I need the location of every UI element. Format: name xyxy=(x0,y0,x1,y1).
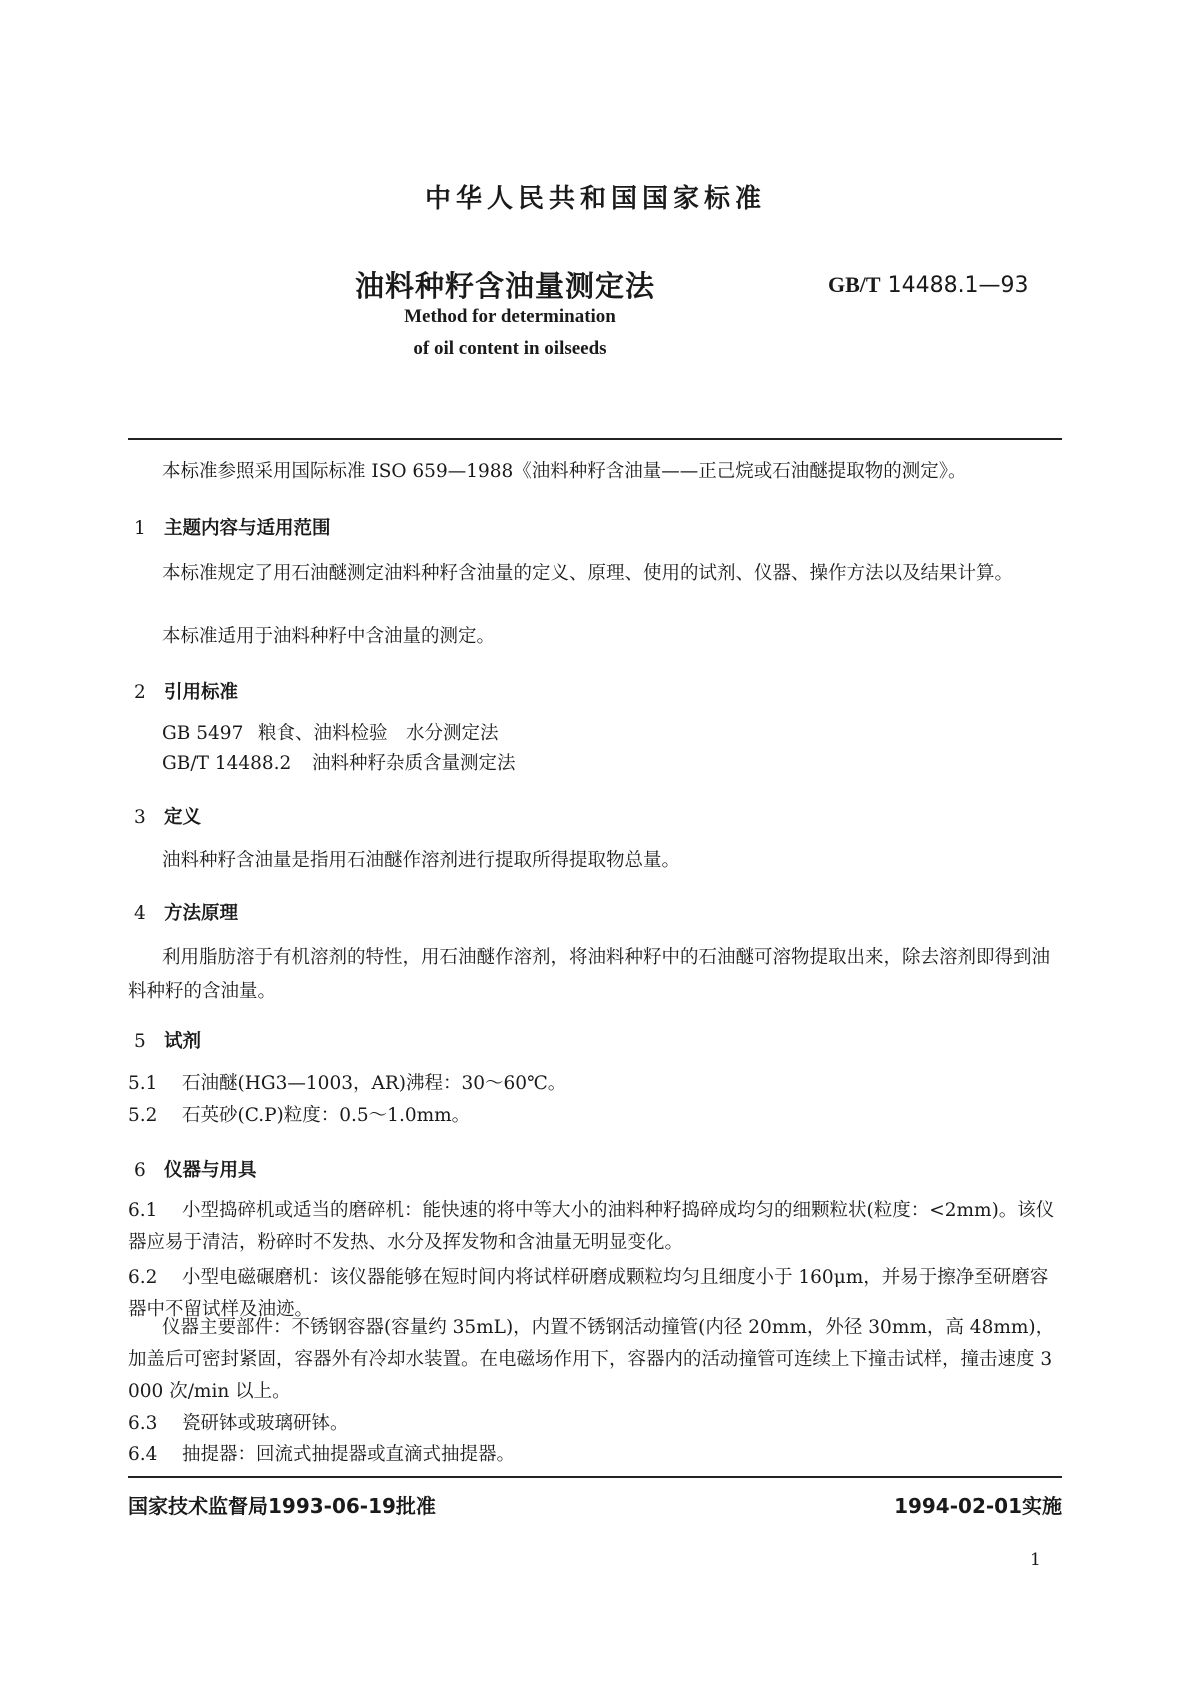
intro-text: 本标准参照采用国际标准 ISO 659—1988《油料种籽含油量——正己烷或石油醚提取物的测定》。 xyxy=(162,461,967,482)
header-divider xyxy=(128,438,1062,440)
section-4-paragraph: 利用脂肪溶于有机溶剂的特性，用石油醚作溶剂，将油料种籽中的石油醚可溶物提取出来，除去溶剂即得到油料种籽的含油量。 xyxy=(128,947,1051,1002)
section-3-paragraph: 油料种籽含油量是指用石油醚作溶剂进行提取所得提取物总量。 xyxy=(162,850,681,871)
section-1-paragraph-1: 本标准规定了用石油醚测定油料种籽含油量的定义、原理、使用的试剂、仪器、操作方法以及结果计算。 xyxy=(162,563,1014,584)
footer-divider xyxy=(128,1476,1062,1478)
section-number: 2 xyxy=(134,682,146,703)
section-title: 引用标准 xyxy=(164,682,239,703)
section-number: 5 xyxy=(134,1031,146,1052)
apparatus-item-6-2-detail: 仪器主要部件：不锈钢容器(容量约 35mL)，内置不锈钢活动撞管(内径 20mm，外径 30mm，高 48mm)，加盖后可密封紧固，容器外有冷却水装置。在电磁场作用下，容器内的活动撞管可连续上下撞击试样，撞击速度 3 000 次/min 以上。 xyxy=(128,1317,1055,1402)
section-title: 定义 xyxy=(164,807,202,828)
page-number: 1 xyxy=(1030,1550,1041,1570)
reagent-item xyxy=(128,1104,470,1128)
apparatus-item-6-1 xyxy=(128,1195,1062,1259)
reference-item xyxy=(162,722,499,746)
item-number: 6.3 xyxy=(128,1413,158,1434)
apparatus-item-6-4 xyxy=(128,1443,515,1467)
item-text: 瓷研钵或玻璃研钵。 xyxy=(182,1413,349,1434)
section-1-paragraph-2: 本标准适用于油料种籽中含油量的测定。 xyxy=(162,626,496,647)
item-text: 小型捣碎机或适当的磨碎机：能快速的将中等大小的油料种籽捣碎成均匀的细颗粒状(粒度：<2mm)。该仪器应易于清洁，粉碎时不发热、水分及挥发物和含油量无明显变化。 xyxy=(128,1200,1055,1253)
section-heading-1 xyxy=(134,514,331,540)
reference-item xyxy=(162,752,516,776)
section-number: 6 xyxy=(134,1160,146,1181)
section-number: 1 xyxy=(134,518,146,539)
section-number: 4 xyxy=(134,903,146,924)
item-text: 抽提器：回流式抽提器或直滴式抽提器。 xyxy=(182,1444,516,1465)
section-heading-2 xyxy=(134,678,238,704)
national-standard-title: 中华人民共和国国家标准 xyxy=(424,184,766,214)
section-heading-5 xyxy=(134,1027,201,1053)
reference-title: 油料种籽杂质含量测定法 xyxy=(312,753,516,774)
document-title: 油料种籽含油量测定法 xyxy=(354,269,655,303)
item-number: 6.4 xyxy=(128,1444,158,1465)
standard-prefix: GB/T xyxy=(828,272,881,297)
approval-date: 国家技术监督局1993-06-19批准 xyxy=(128,1494,436,1518)
section-heading-4 xyxy=(134,899,238,925)
item-text: 石英砂(C.P)粒度：0.5～1.0mm。 xyxy=(182,1105,471,1126)
reference-title: 粮食、油料检验 水分测定法 xyxy=(258,723,499,744)
section-title: 仪器与用具 xyxy=(164,1160,257,1181)
item-text: 石油醚(HG3—1003，AR)沸程：30～60℃。 xyxy=(182,1073,567,1094)
standard-code: 14488.1—93 xyxy=(887,273,1029,298)
english-title-line1: Method for determination xyxy=(404,306,616,327)
section-heading-3 xyxy=(134,803,201,829)
item-number: 5.2 xyxy=(128,1105,158,1126)
item-number: 5.1 xyxy=(128,1073,158,1094)
english-title-line2: of oil content in oilseeds xyxy=(413,338,607,359)
section-number: 3 xyxy=(134,807,146,828)
reference-code: GB/T 14488.2 xyxy=(162,753,292,774)
reference-code: GB 5497 xyxy=(162,723,244,744)
section-title: 方法原理 xyxy=(164,903,239,924)
item-number: 6.1 xyxy=(128,1200,158,1221)
standard-number xyxy=(828,272,1029,298)
item-text: 小型电磁碾磨机：该仪器能够在短时间内将试样研磨成颗粒均匀且细度小于 160μm，并易于擦净至研磨容器中不留试样及油迹。 xyxy=(128,1267,1049,1320)
reagent-item xyxy=(128,1072,566,1096)
apparatus-item-6-3 xyxy=(128,1412,349,1436)
section-heading-6 xyxy=(134,1156,257,1182)
effective-date: 1994-02-01实施 xyxy=(894,1494,1062,1518)
section-title: 试剂 xyxy=(164,1031,202,1052)
item-number: 6.2 xyxy=(128,1267,158,1288)
section-title: 主题内容与适用范围 xyxy=(164,518,331,539)
